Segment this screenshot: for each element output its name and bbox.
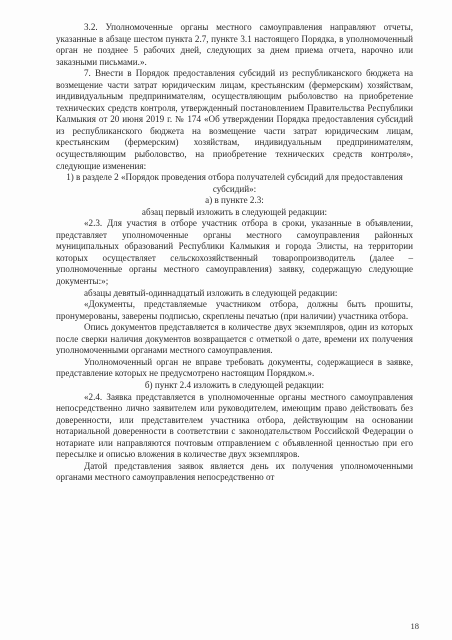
paragraph-authority: Уполномоченный орган не вправе требовать документы, содержащиеся в заявке, представление которых не предусмотрено настоящим Порядком.».	[56, 356, 413, 379]
paragraph-item-a: а) в пункте 2.3:	[205, 195, 264, 206]
paragraph-2-3: «2.3. Для участия в отборе участник отбора в сроки, указанные в объявлении, представляет уполномоченные органы местного самоуправления районных муниципальных образований Республики Калмыкия и города Элисты, на территории которых осуществляет сельскохозяйственный товаропроизводитель (далее – уполномоченные органы местного самоуправления) заявку, содержащую следующие документы:»;	[56, 218, 413, 287]
paragraph-7: 7. Внести в Порядок предоставления субсидий из республиканского бюджета на возмещение части затрат юридическим лицам, крестьянским (фермерским) хозяйствам, индивидуальным предпринимателям, осуществляющим рыболовство на приобретение технических средств контроля, утвержденный постановлением Правительства Республики Калмыкия от 20 июня 2019 г. № 174 «Об утверждении Порядка предоставления субсидий из республиканского бюджета на возмещение части затрат юридическим лицам, крестьянским (фермерским) хозяйствам, индивидуальным предпринимателям, осуществляющим рыболовство, на приобретение технических средств контроля», следующие изменения:	[56, 68, 413, 171]
paragraph-abzacy-9-11: абзацы девятый-одиннадцатый изложить в следующей редакции:	[84, 287, 338, 298]
paragraph-submission-date: Датой представления заявок является день их получения уполномоченными органами местного самоуправления непосредственно от	[56, 460, 413, 483]
paragraph-2-4: «2.4. Заявка представляется в уполномоченные органы местного самоуправления непосредственно лично заявителем или руководителем, имеющим право действовать без доверенности, или представителем участника отбора, действующим на основании нотариальной доверенности в соответствии с законодательством Российской Федерации о нотариате или направляются почтовым отправлением с объявленной ценностью при его пересылке и описью вложения в количестве двух экземпляров.	[56, 391, 413, 460]
paragraph-section-2: 1) в разделе 2 «Порядок проведения отбора получателей субсидий для предоставления субсидий»:	[66, 172, 403, 194]
paragraph-3-2: 3.2. Уполномоченные органы местного самоуправления направляют отчеты, указанные в абзаце шестом пункта 2.7, пункте 3.1 настоящего Порядка, в уполномоченный орган не позднее 5 рабочих дней, следующих за днем приема отчета, нарочно или заказными письмами.».	[56, 22, 413, 67]
page-number: 18	[410, 621, 419, 631]
paragraph-inventory: Опись документов представляется в количестве двух экземпляров, один из которых после сверки наличия документов возвращается с отметкой о дате, времени их получения уполномоченными органами местного самоуправления.	[56, 322, 413, 356]
paragraph-item-b: б) пункт 2.4 изложить в следующей редакции:	[144, 379, 325, 390]
paragraph-documents: «Документы, представляемые участником отбора, должны быть прошиты, пронумерованы, заверены подписью, скреплены печатью (при наличии) участника отбора.	[56, 299, 413, 321]
paragraph-first-abzac: абзац первый изложить в следующей редакции:	[141, 206, 328, 217]
